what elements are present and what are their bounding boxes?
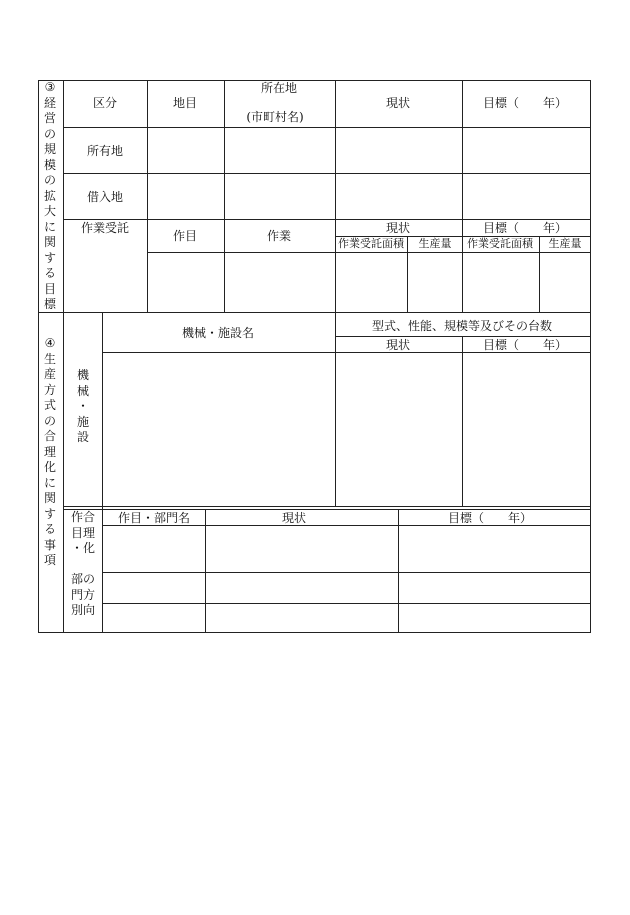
sec4-col-divider [335, 312, 336, 506]
sec4-double-line [63, 506, 591, 507]
sec3-row-line [63, 127, 591, 128]
sec3-col-divider [335, 80, 336, 312]
header-shichoson: (市町村名) [246, 110, 304, 124]
sec3-row-line [63, 219, 591, 220]
sec4-label-divider [63, 312, 64, 633]
jutaku-menseki-2: 作業受託面積 [467, 237, 533, 250]
kikai-spec-header: 型式、性能、規模等及びその台数 [371, 319, 553, 333]
table-border-left [38, 80, 39, 633]
bumon-col-divider [398, 509, 399, 633]
kikai-label: 機 械 ・ 施 設 [76, 368, 89, 444]
kikai-mokuhyo-header: 目標（ 年） [482, 338, 568, 352]
sec3-sub-row-line [147, 252, 591, 253]
sec3-bottom-line [38, 312, 591, 313]
sec3-label-divider [63, 80, 64, 312]
bumon-row-line [102, 603, 591, 604]
row-shoyuchi: 所有地 [86, 144, 124, 158]
bumon-col-divider [205, 509, 206, 633]
header-genjo: 現状 [385, 96, 411, 110]
jutaku-seisanryo-2: 生産量 [548, 237, 582, 250]
jutaku-genjo: 現状 [385, 221, 411, 235]
bumon-left-col2: 部の 門方 別向 [70, 572, 95, 617]
sec4-row-line [102, 352, 591, 353]
sec3-col-divider [147, 80, 148, 312]
sec4-col-divider [462, 336, 463, 506]
bumon-row-line [102, 572, 591, 573]
jutaku-chimoku: 作目 [172, 229, 198, 243]
table-border-top [38, 80, 591, 81]
bumon-genjo-header: 現状 [281, 511, 307, 525]
sec3-col-divider [462, 80, 463, 312]
jutaku-sagyo: 作業 [266, 229, 292, 243]
bumon-left-col1: 作合 目理 ・化 [70, 510, 95, 555]
jutaku-mokuhyo: 目標（ 年） [482, 221, 568, 235]
jutaku-menseki-1: 作業受託面積 [338, 237, 404, 250]
header-shozaichi: 所在地 [260, 81, 298, 95]
kikai-genjo-header: 現状 [385, 338, 411, 352]
kikai-name-header: 機械・施設名 [181, 326, 255, 340]
header-kubun: 区分 [92, 96, 118, 110]
sec3-sub-divider [407, 236, 408, 312]
sec4-vertical-label: ④ 生 産 方 式 の 合 理 化 に 関 す る 事 項 [43, 336, 56, 567]
bumon-name-header: 作目・部門名 [117, 511, 191, 525]
sec4-double-line [63, 509, 591, 510]
header-mokuhyo: 目標（ 年） [482, 96, 568, 110]
header-chimoku: 地目 [172, 96, 198, 110]
table-border-right [590, 80, 591, 633]
sec3-row-line [63, 173, 591, 174]
bumon-mokuhyo-header: 目標（ 年） [447, 511, 533, 525]
sec4-row-line [335, 336, 591, 337]
sec4-col-divider [102, 312, 103, 633]
bumon-row-line [102, 525, 591, 526]
sec3-vertical-label: ③ 経 営 の 規 模 の 拡 大 に 関 す る 目 標 [43, 80, 56, 311]
table-border-bottom [38, 632, 591, 633]
sec3-sub-divider [539, 236, 540, 312]
row-shakunyuchi: 借入地 [86, 190, 124, 204]
jutaku-seisanryo-1: 生産量 [418, 237, 452, 250]
sec3-col-divider [224, 80, 225, 312]
row-sagyo-jutaku: 作業受託 [80, 221, 130, 235]
